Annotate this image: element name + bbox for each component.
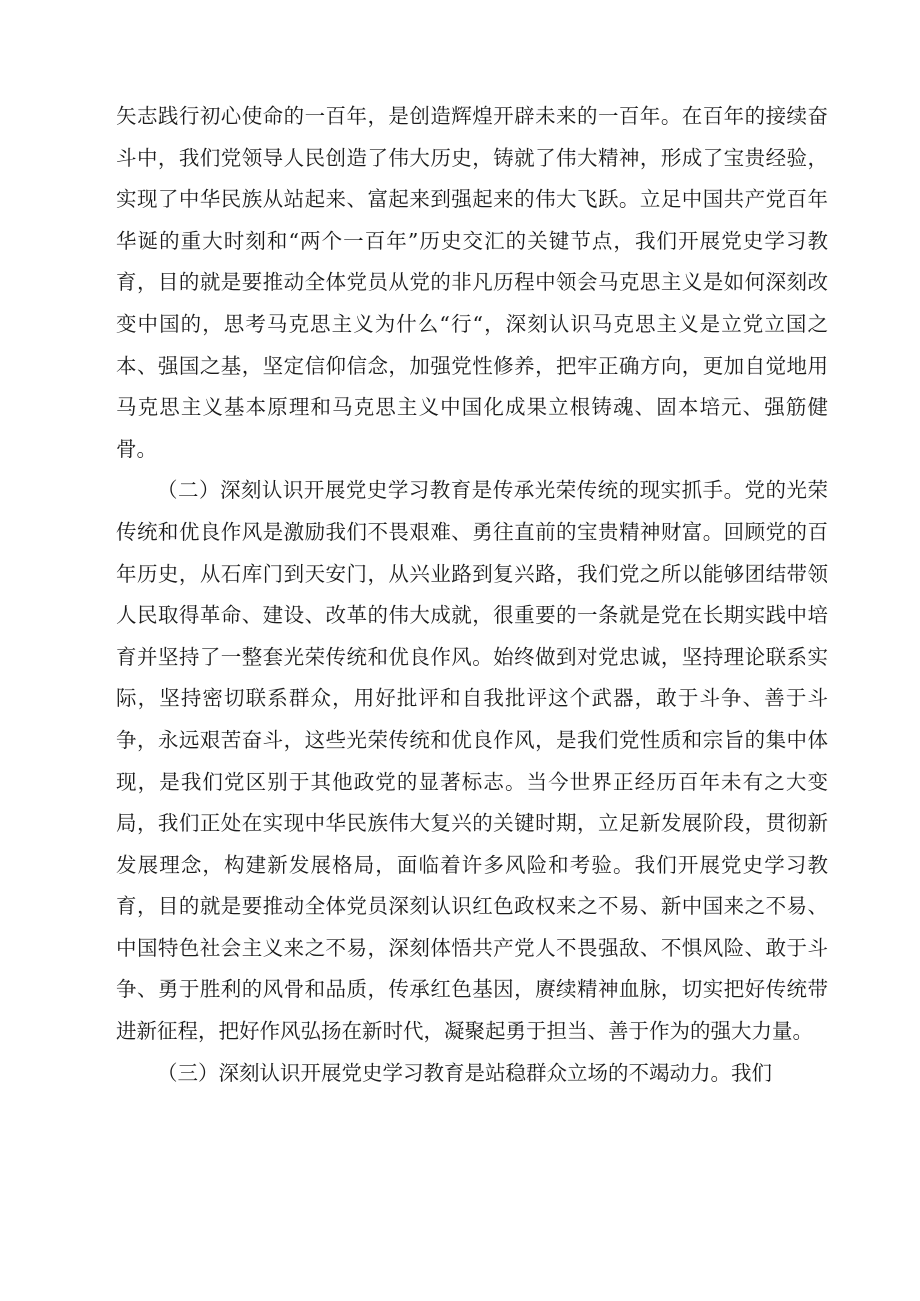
document-body	[116, 96, 828, 1094]
paragraph-continuation: 矢志践行初心使命的一百年，是创造辉煌开辟未来的一百年。在百年的接续奋斗中，我们党领导人民创造了伟大历史，铸就了伟大精神，形成了宝贵经验，实现了中华民族从站起来、富起来到强起来的伟大飞跃。立足中国共产党百年华诞的重大时刻和“两个一百年”历史交汇的关键节点，我们开展党史学习教育，目的就是要推动全体党员从党的非凡历程中领会马克思主义是如何深刻改变中国的，思考马克思主义为什么“行“，深刻认识马克思主义是立党立国之本、强国之基，坚定信仰信念，加强党性修养，把牢正确方向，更加自觉地用马克思主义基本原理和马克思主义中国化成果立根铸魂、固本培元、强筋健骨。	[116, 104, 828, 461]
paragraph-section-three: （三）深刻认识开展党史学习教育是站稳群众立场的不竭动力。我们	[157, 1060, 772, 1085]
paragraph-section-two: （二）深刻认识开展党史学习教育是传承光荣传统的现实抓手。党的光荣传统和优良作风是激励我们不畏艰难、勇往直前的宝贵精神财富。回顾党的百年历史，从石库门到天安门，从兴业路到复兴路，我们党之所以能够团结带领人民取得革命、建设、改革的伟大成就，很重要的一条就是党在长期实践中培育并坚持了一整套光荣传统和优良作风。始终做到对党忠诚，坚持理论联系实际，坚持密切联系群众，用好批评和自我批评这个武器，敢于斗争、善于斗争，永远艰苦奋斗，这些光荣传统和优良作风，是我们党性质和宗旨的集中体现，是我们党区别于其他政党的显著标志。当今世界正经历百年未有之大变局，我们正处在实现中华民族伟大复兴的关键时期，立足新发展阶段，贯彻新发展理念，构建新发展格局，面临着许多风险和考验。我们开展党史学习教育，目的就是要推动全体党员深刻认识红色政权来之不易、新中国来之不易、中国特色社会主义来之不易，深刻体悟共产党人不畏强敌、不惧风险、敢于斗争、勇于胜利的风骨和品质，传承红色基因，赓续精神血脉，切实把好传统带进新征程，把好作风弘扬在新时代，凝聚起勇于担当、善于作为的强大力量。	[116, 478, 828, 1044]
